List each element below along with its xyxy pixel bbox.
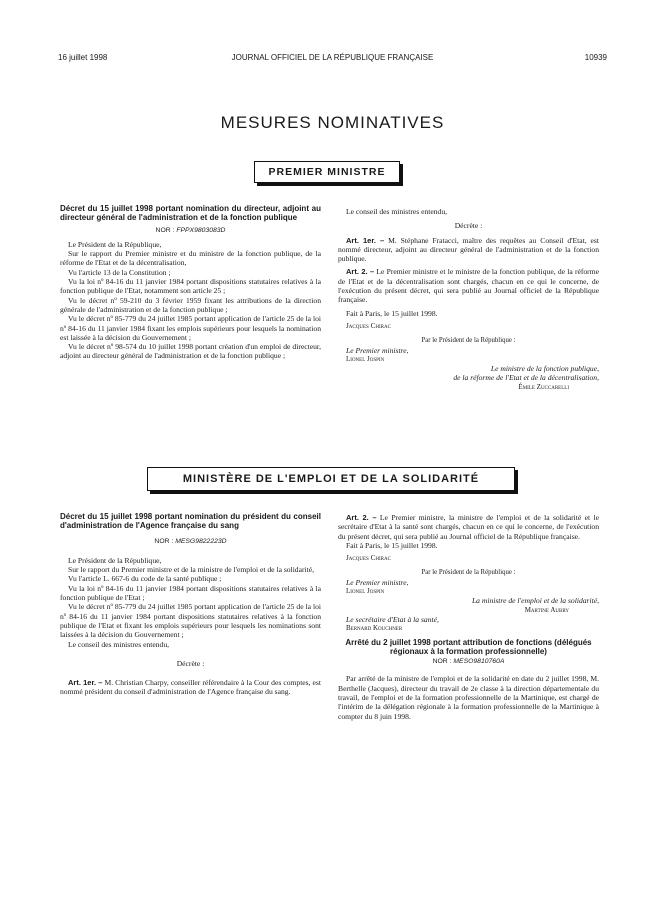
signatory-title: Le Premier ministre, bbox=[346, 577, 409, 587]
signature-name: Jacques Chirac bbox=[346, 554, 391, 563]
article-label: Art. 2. – bbox=[346, 513, 377, 522]
paragraph: Vu la loi nº 84-16 du 11 janvier 1984 portant dispositions statutaires relatives à la fonction publique de l'Etat, notamment son article 25 ; bbox=[60, 277, 321, 296]
header-date: 16 juillet 1998 bbox=[58, 53, 108, 62]
par-le-president: Par le Président de la République : bbox=[421, 337, 516, 345]
paragraph: Le Président de la République, bbox=[68, 239, 162, 249]
paragraph: Sur le rapport du Premier ministre et de la ministre de l'emploi et de la solidarité, bbox=[68, 565, 314, 575]
paragraph: Vu le décret nº 85-779 du 24 juillet 1985 portant application de l'article 25 de la loi nº 84-16 du 11 janvier 1984 fixant les emplois supérieurs pour lesquels la nomination est laissée à la décision du Gouvernement ; bbox=[60, 314, 321, 342]
paragraph: Vu l'article L. 667-6 du code de la santé publique ; bbox=[68, 574, 222, 584]
section1-right-column bbox=[338, 207, 599, 392]
section-heading-premier-ministre: PREMIER MINISTRE bbox=[254, 161, 400, 183]
arrete-text: Par arrêté de la ministre de l'emploi et de la solidarité en date du 2 juillet 1998, M. Berthelle (Jacques), directeur du travail de 2e classe à la direction départementale du travail, de l'emploi et de la formation professionnelle de la Martinique, est chargé de l'intérim de la délégation régionale à la formation professionnelle de la Martinique à compter du 8 juin 1998. bbox=[338, 674, 599, 721]
section2-right-column bbox=[338, 513, 599, 721]
paragraph: Vu le décret nº 59-210 du 3 février 1959 fixant les attributions de la direction générale de l'administration et de la fonction publique ; bbox=[60, 295, 321, 314]
article-text: Le Premier ministre et le ministre de la fonction publique, de la réforme de l'Etat et de la décentralisation sont chargés, chacun en ce qui le concerne, de l'exécution du présent décret, qui sera publié au Journal officiel de la République française. bbox=[338, 267, 599, 305]
article-2 bbox=[338, 513, 599, 541]
section2-left-column bbox=[60, 512, 321, 697]
par-le-president: Par le Président de la République : bbox=[421, 569, 516, 577]
paragraph: Vu le décret nº 98-574 du 10 juillet 1998 portant création d'un emploi de directeur, adjoint au directeur général de l'administration et de la fonction publique ; bbox=[60, 342, 321, 361]
arrete-title: Arrêté du 2 juillet 1998 portant attribution de fonctions (délégués régionaux à la formation professionnelle) bbox=[345, 637, 592, 656]
signatory-title: Le Premier ministre, bbox=[346, 345, 409, 355]
decree-title: Décret du 15 juillet 1998 portant nomination du directeur, adjoint au directeur général de l'administration et de la fonction publique bbox=[60, 204, 321, 223]
paragraph: Vu l'article 13 de la Constitution ; bbox=[68, 267, 171, 277]
signature-name: Émile Zuccarelli bbox=[518, 382, 569, 391]
nor-label: NOR : bbox=[155, 226, 175, 234]
paragraph: Vu la loi nº 84-16 du 11 janvier 1984 portant dispositions statutaires relatives à la fonction publique de l'Etat ; bbox=[60, 583, 321, 603]
paragraph: Le conseil des ministres entendu, bbox=[346, 207, 448, 216]
signatory-title: Le secrétaire d'Etat à la santé, bbox=[346, 614, 439, 624]
decree-title: Décret du 15 juillet 1998 portant nomination du président du conseil d'administration de l'Agence française du sang bbox=[60, 512, 321, 531]
signature-name: Lionel Jospin bbox=[346, 354, 385, 363]
article-2 bbox=[338, 267, 599, 304]
article-label: Art. 2. – bbox=[346, 267, 375, 277]
nor-label: NOR : bbox=[432, 658, 452, 666]
header-page-number: 10939 bbox=[584, 53, 607, 62]
signatory-title: Le ministre de la fonction publique, bbox=[490, 364, 599, 374]
paragraph: Vu le décret nº 85-779 du 24 juillet 1985 portant application de l'article 25 de la loi nº 84-16 du 11 janvier 1984 portant dispositions statutaires relatives à la fonction publique de l'Etat et fixant les emplois supérieurs pour lesquels les nominations sont laissées à la décision du Gouvernement ; bbox=[60, 602, 321, 640]
nor-code: MESO9810760A bbox=[453, 658, 505, 666]
article-1 bbox=[60, 678, 321, 697]
signatory-title: La ministre de l'emploi et de la solidarité, bbox=[471, 596, 599, 606]
header-journal-name: JOURNAL OFFICIEL DE LA RÉPUBLIQUE FRANÇAISE bbox=[231, 53, 434, 62]
nor-label: NOR : bbox=[154, 537, 174, 545]
nor-reference bbox=[60, 537, 321, 546]
nor-code: FPPX9803083D bbox=[176, 226, 226, 234]
signature-name: Lionel Jospin bbox=[346, 587, 385, 596]
nor-reference bbox=[338, 657, 599, 666]
article-1 bbox=[338, 236, 599, 264]
paragraph: Sur le rapport du Premier ministre et du ministre de la fonction publique, de la réforme de l'Etat et de la décentralisation, bbox=[60, 249, 321, 268]
section1-left-column bbox=[60, 204, 321, 361]
fait-date: Fait à Paris, le 15 juillet 1998. bbox=[346, 308, 438, 318]
signature-name: Jacques Chirac bbox=[346, 321, 391, 330]
nor-code: MESG9822223D bbox=[175, 537, 227, 545]
signature-name: Martine Aubry bbox=[524, 605, 569, 614]
paragraph: Le Président de la République, bbox=[68, 555, 162, 565]
page-title: MESURES NOMINATIVES bbox=[220, 113, 445, 132]
nor-reference bbox=[60, 226, 321, 235]
decrete-heading: Décrète : bbox=[176, 658, 205, 668]
paragraph: Le conseil des ministres entendu, bbox=[68, 639, 170, 649]
fait-date: Fait à Paris, le 15 juillet 1998. bbox=[346, 540, 438, 550]
decrete-heading: Décrète : bbox=[454, 221, 483, 231]
article-text: Le Premier ministre, la ministre de l'emploi et de la solidarité et le secrétaire d'Etat à la santé sont chargés, chacun en ce qui le concerne, de l'exécution du présent décret, qui sera publié au Journal officiel de la République française. bbox=[338, 513, 599, 541]
article-label: Art. 1er. – bbox=[346, 235, 385, 245]
signatory-title: de la réforme de l'Etat et de la décentralisation, bbox=[453, 373, 599, 383]
article-text: M. Christian Charpy, conseiller référendaire à la Cour des comptes, est nommé président du conseil d'administration de l'Agence française du sang. bbox=[60, 678, 321, 697]
article-text: M. Stéphane Fratacci, maître des requêtes au Conseil d'Etat, est nommé directeur, adjoint au directeur général de l'administration et de la fonction publique. bbox=[338, 235, 599, 264]
article-label: Art. 1er. – bbox=[68, 678, 103, 688]
signature-name: Bernard Kouchner bbox=[346, 624, 403, 633]
section-heading-ministere-emploi: MINISTÈRE DE L'EMPLOI ET DE LA SOLIDARITÉ bbox=[147, 467, 515, 491]
